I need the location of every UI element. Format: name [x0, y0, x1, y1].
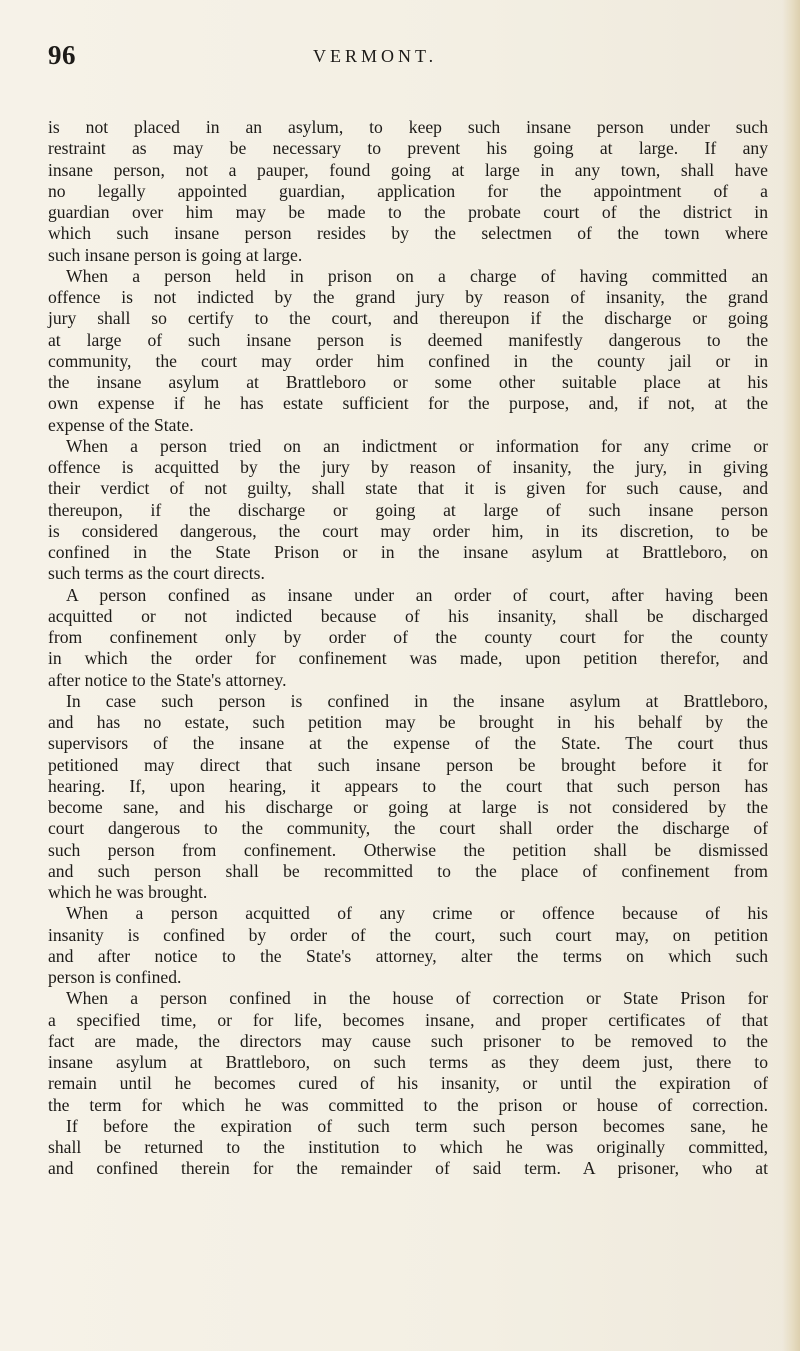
text-line: guardian over him may be made to the probate court of the district in	[48, 202, 768, 222]
text-line: no legally appointed guardian, application for the appointment of a	[48, 180, 768, 201]
text-line: fact are made, the directors may cause such prisoner to be removed to the	[48, 1030, 768, 1051]
text-line: in which the order for confinement was made, upon petition therefor, and	[48, 648, 768, 669]
text-line: supervisors of the insane at the expense of the State. The court thus	[48, 733, 768, 754]
text-line: A person confined as insane under an order of court, after having been	[66, 584, 768, 605]
text-line: thereupon, if the discharge or going at large of such insane person	[48, 499, 768, 520]
text-line: the insane asylum at Brattleboro or some other suitable place at his	[48, 372, 768, 392]
text-line: become sane, and his discharge or going at large is not considered by the	[48, 797, 768, 817]
text-line: at large of such insane person is deemed manifestly dangerous to the	[48, 329, 768, 350]
text-line: and confined therein for the remainder of said term. A prisoner, who at	[48, 1158, 768, 1179]
body-text	[48, 117, 768, 1180]
text-line: from confinement only by order of the county court for the county	[48, 627, 768, 647]
text-line: shall be returned to the institution to which he was originally committed,	[48, 1137, 768, 1157]
text-line: When a person held in prison on a charge of having committed an	[66, 265, 768, 286]
text-line: community, the court may order him confined in the county jail or in	[48, 350, 768, 371]
text-line: When a person acquitted of any crime or offence because of his	[66, 903, 768, 924]
text-line: When a person tried on an indictment or information for any crime or	[66, 435, 768, 456]
text-line: insane person, not a pauper, found going at large in any town, shall have	[48, 159, 768, 180]
text-line: expense of the State.	[48, 414, 194, 435]
text-line: such insane person is going at large.	[48, 244, 303, 265]
text-line: and such person shall be recommitted to the place of confinement from	[48, 860, 768, 881]
running-title: VERMONT.	[313, 46, 438, 66]
text-line: court dangerous to the community, the court shall order the discharge of	[48, 818, 768, 839]
text-line: insanity is confined by order of the court, such court may, on petition	[48, 924, 768, 945]
text-line: the term for which he was committed to the prison or house of correction.	[48, 1094, 768, 1115]
text-line: which such insane person resides by the selectmen of the town where	[48, 223, 768, 244]
text-line: is considered dangerous, the court may order him, in its discretion, to be	[48, 520, 768, 541]
text-line: is not placed in an asylum, to keep such insane person under such	[48, 117, 768, 137]
page-number: 96	[48, 40, 76, 70]
running-head	[48, 40, 768, 74]
text-line: If before the expiration of such term such person becomes sane, he	[66, 1115, 768, 1136]
text-line: In case such person is confined in the insane asylum at Brattleboro,	[66, 690, 768, 711]
text-line: own expense if he has estate sufficient for the purpose, and, if not, at the	[48, 393, 768, 414]
text-line: When a person confined in the house of correction or State Prison for	[66, 988, 768, 1009]
text-line: which he was brought.	[48, 882, 208, 902]
text-line: remain until he becomes cured of his insanity, or until the expiration of	[48, 1073, 768, 1094]
text-line: after notice to the State's attorney.	[48, 669, 287, 690]
text-line: confined in the State Prison or in the insane asylum at Brattleboro, on	[48, 542, 768, 562]
text-line: their verdict of not guilty, shall state that it is given for such cause, and	[48, 478, 768, 499]
text-line: such person from confinement. Otherwise the petition shall be dismissed	[48, 839, 768, 860]
text-line: acquitted or not indicted because of his insanity, shall be discharged	[48, 605, 768, 626]
text-line: hearing. If, upon hearing, it appears to the court that such person has	[48, 775, 768, 796]
text-line: restraint as may be necessary to prevent his going at large. If any	[48, 138, 768, 159]
text-line: and has no estate, such petition may be brought in his behalf by the	[48, 712, 768, 732]
text-line: offence is acquitted by the jury by reason of insanity, the jury, in giving	[48, 457, 768, 477]
text-line: petitioned may direct that such insane person be brought before it for	[48, 754, 768, 775]
text-line: insane asylum at Brattleboro, on such terms as they deem just, there to	[48, 1052, 768, 1072]
text-line: a specified time, or for life, becomes insane, and proper certificates of that	[48, 1009, 768, 1030]
page-binding-edge	[782, 0, 800, 1351]
text-line: such terms as the court directs.	[48, 563, 265, 584]
text-line: offence is not indicted by the grand jury by reason of insanity, the grand	[48, 287, 768, 307]
text-line: and after notice to the State's attorney, alter the terms on which such	[48, 945, 768, 966]
text-line: person is confined.	[48, 967, 182, 987]
text-line: jury shall so certify to the court, and thereupon if the discharge or going	[48, 308, 768, 329]
